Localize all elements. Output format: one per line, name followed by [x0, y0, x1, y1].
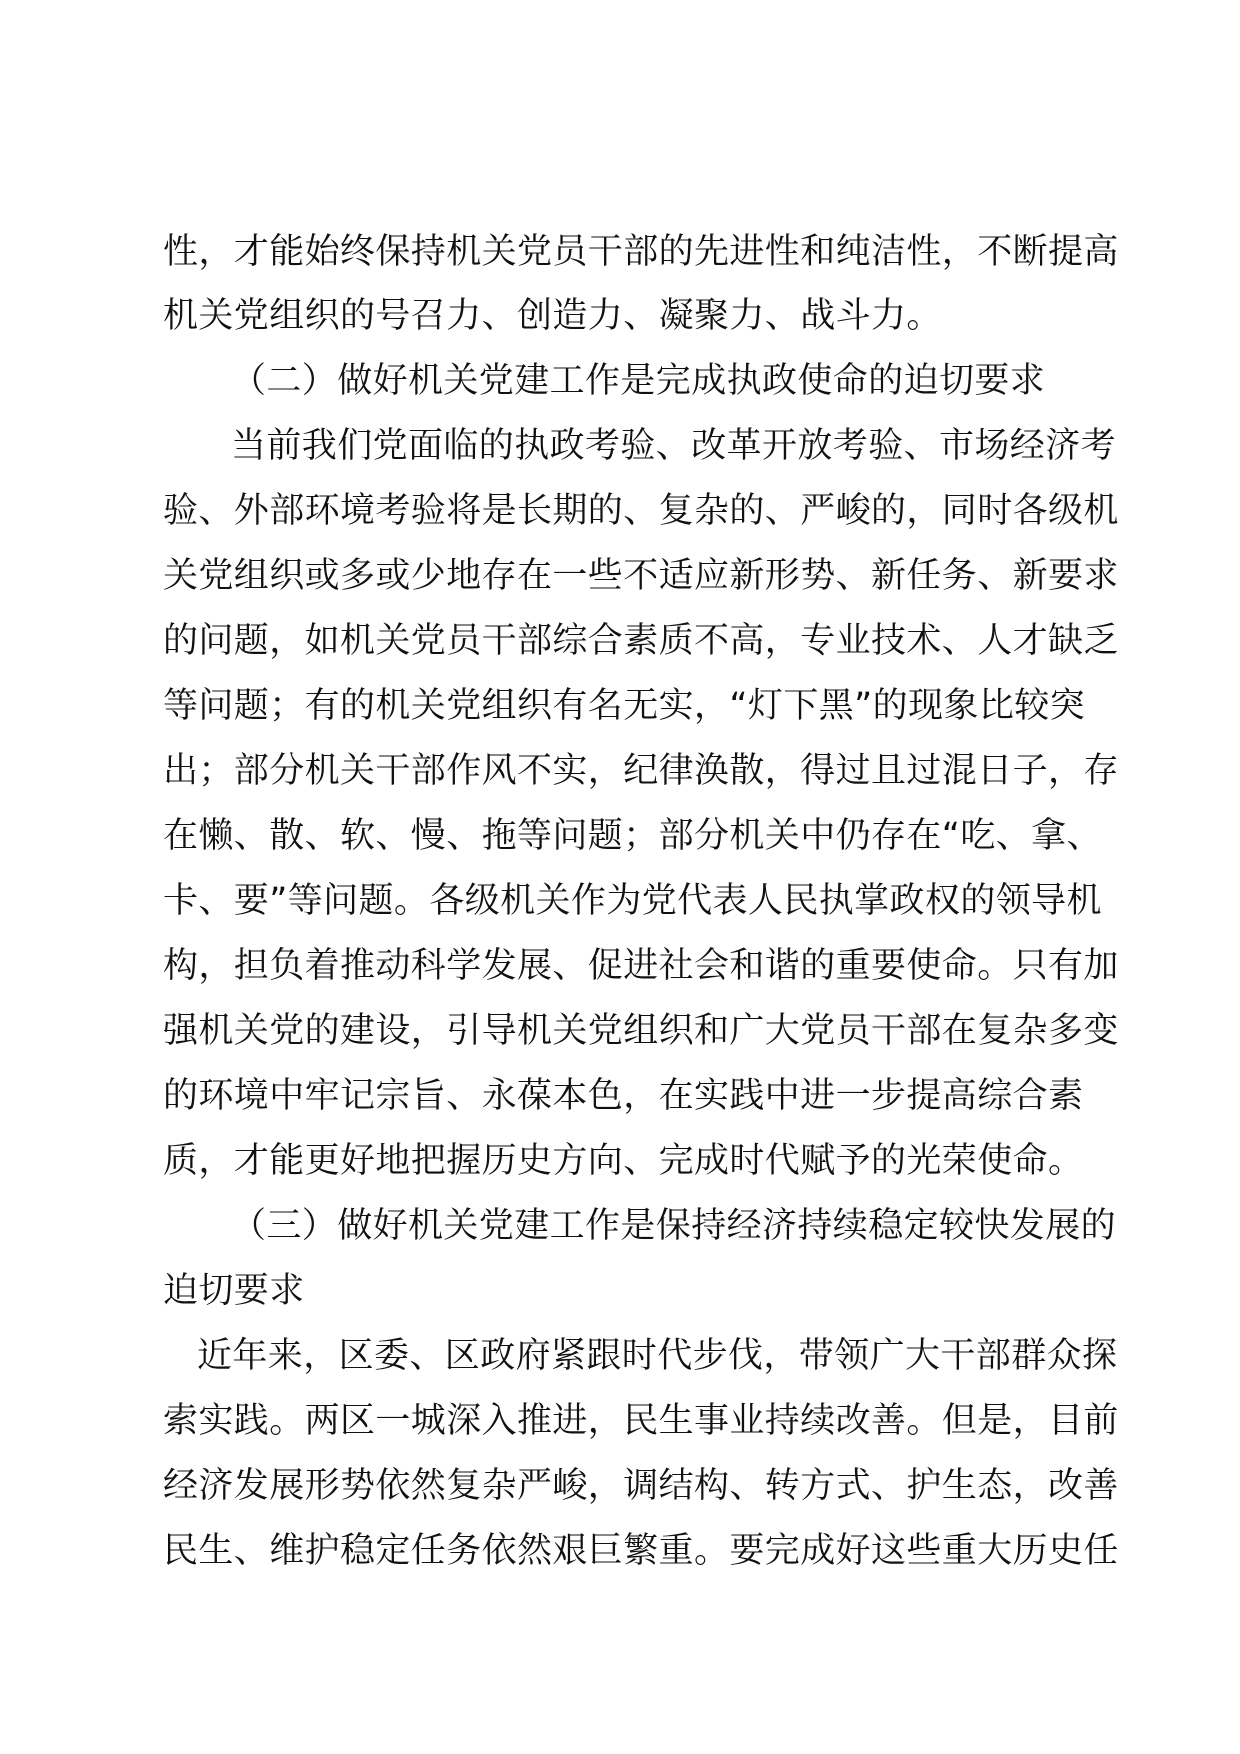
- section-heading: （三）做好机关党建工作是保持经济持续稳定较快发展的: [231, 1206, 1117, 1246]
- text-line: 在懒、散、软、慢、拖等问题；部分机关中仍存在“吃、拿、: [163, 816, 1102, 856]
- text-line: 机关党组织的号召力、创造力、凝聚力、战斗力。: [163, 296, 942, 336]
- text-line: 民生、维护稳定任务依然艰巨繁重。要完成好这些重大历史任: [163, 1531, 1119, 1571]
- text-line: 关党组织或多或少地存在一些不适应新形势、新任务、新要求: [163, 556, 1119, 596]
- text-line: 经济发展形势依然复杂严峻，调结构、转方式、护生态，改善: [163, 1466, 1119, 1506]
- text-line: 当前我们党面临的执政考验、改革开放考验、市场经济考: [231, 426, 1117, 466]
- text-line: 近年来，区委、区政府紧跟时代步伐，带领广大干部群众探: [197, 1336, 1118, 1376]
- text-line: 强机关党的建设，引导机关党组织和广大党员干部在复杂多变: [163, 1011, 1119, 1051]
- section-heading-continued: 迫切要求: [163, 1271, 305, 1311]
- text-line: 卡、要”等问题。各级机关作为党代表人民执掌政权的领导机: [163, 881, 1102, 921]
- text-line: 性，才能始终保持机关党员干部的先进性和纯洁性，不断提高: [163, 232, 1119, 272]
- text-line: 验、外部环境考验将是长期的、复杂的、严峻的，同时各级机: [163, 491, 1119, 531]
- text-line: 出；部分机关干部作风不实，纪律涣散，得过且过混日子，存: [163, 751, 1119, 791]
- text-line: 等问题；有的机关党组织有名无实，“灯下黑”的现象比较突: [163, 686, 1086, 726]
- text-line: 质，才能更好地把握历史方向、完成时代赋予的光荣使命。: [163, 1141, 1084, 1181]
- section-heading: （二）做好机关党建工作是完成执政使命的迫切要求: [231, 361, 1046, 401]
- text-line: 的环境中牢记宗旨、永葆本色，在实践中进一步提高综合素: [163, 1076, 1084, 1116]
- text-line: 索实践。两区一城深入推进，民生事业持续改善。但是，目前: [163, 1401, 1119, 1441]
- text-line: 构，担负着推动科学发展、促进社会和谐的重要使命。只有加: [163, 946, 1119, 986]
- text-line: 的问题，如机关党员干部综合素质不高，专业技术、人才缺乏: [163, 621, 1119, 661]
